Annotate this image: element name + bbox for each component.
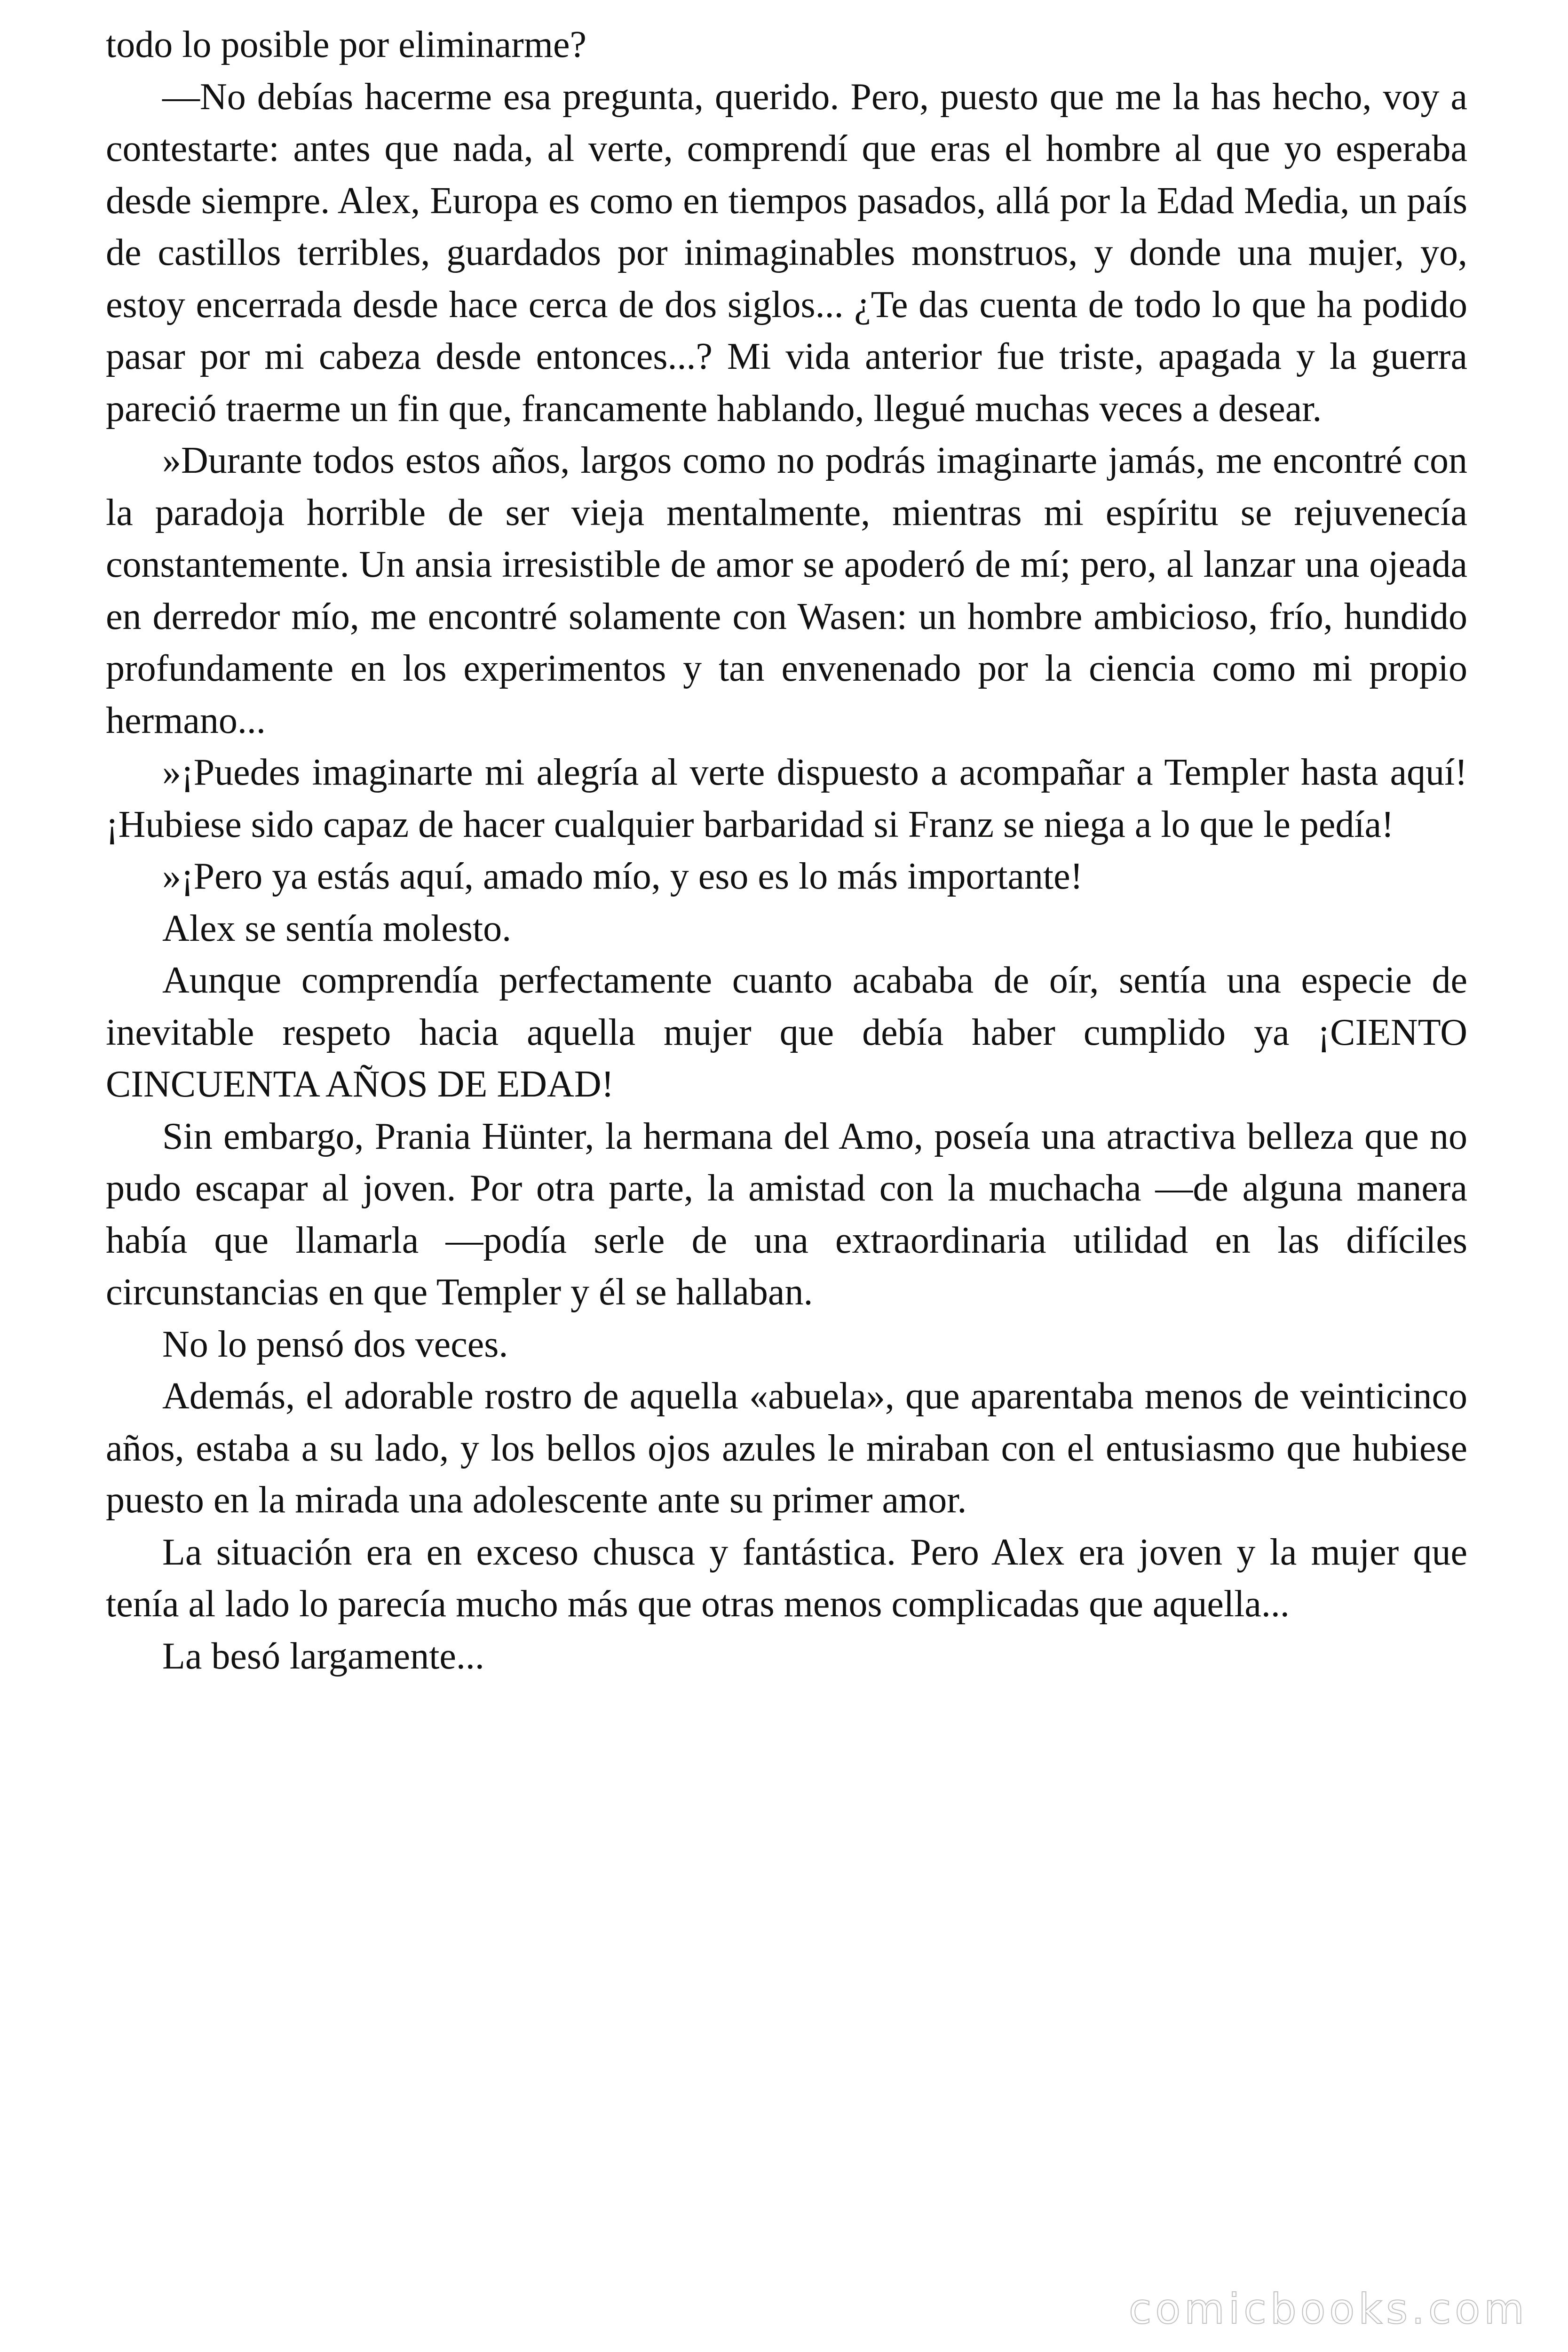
paragraph: La situación era en exceso chusca y fantástica. Pero Alex era joven y la mujer que tenía al lado lo parecía mucho más que otras menos complicadas que aquella... [106, 1531, 1467, 1625]
paragraph: todo lo posible por eliminarme? [106, 24, 586, 65]
paragraph: »Durante todos estos años, largos como no podrás imaginarte jamás, me encontré con la paradoja horrible de ser vieja mentalmente, mientras mi espíritu se rejuvenecía constantemente. Un ansia irresistible de amor se apoderó de mí; pero, al lanzar una ojeada en derredor mío, me encontré solamente con Wasen: un hombre ambicioso, frío, hundido profundamente en los experimentos y tan envenenado por la ciencia como mi propio hermano... [106, 440, 1467, 741]
paragraph: »¡Puedes imaginarte mi alegría al verte dispuesto a acompañar a Templer hasta aquí! ¡Hubiese sido capaz de hacer cualquier barbaridad si Franz se niega a lo que le pedía! [106, 752, 1467, 845]
paragraph: No lo pensó dos veces. [162, 1323, 508, 1365]
paragraph: Aunque comprendía perfectamente cuanto acababa de oír, sentía una especie de inevitable respeto hacia aquella mujer que debía haber cumplido ya ¡CIENTO CINCUENTA AÑOS DE EDAD! [106, 960, 1467, 1105]
watermark: comicbooks.com [1128, 2285, 1528, 2333]
paragraph: Alex se sentía molesto. [162, 907, 512, 949]
paragraph: La besó largamente... [162, 1635, 484, 1677]
paragraph: »¡Pero ya estás aquí, amado mío, y eso es lo más importante! [162, 856, 1083, 897]
paragraph: —No debías hacerme esa pregunta, querido. Pero, puesto que me la has hecho, voy a contestarte: antes que nada, al verte, comprendí que eras el hombre al que yo esperaba desde siempre. Alex, Europa es como en tiempos pasados, allá por la Edad Media, un país de castillos terribles, guardados por inimaginables monstruos, y donde una mujer, yo, estoy encerrada desde hace cerca de dos siglos... ¿Te das cuenta de todo lo que ha podido pasar por mi cabeza desde entonces...? Mi vida anterior fue triste, apagada y la guerra pareció traerme un fin que, francamente hablando, llegué muchas veces a desear. [106, 76, 1467, 429]
page-body-text [106, 19, 1467, 1682]
paragraph: Además, el adorable rostro de aquella «abuela», que aparentaba menos de veinticinco años, estaba a su lado, y los bellos ojos azules le miraban con el entusiasmo que hubiese puesto en la mirada una adolescente ante su primer amor. [106, 1375, 1467, 1521]
paragraph: Sin embargo, Prania Hünter, la hermana del Amo, poseía una atractiva belleza que no pudo escapar al joven. Por otra parte, la amistad con la muchacha —de alguna manera había que llamarla —podía serle de una extraordinaria utilidad en las difíciles circunstancias en que Templer y él se hallaban. [106, 1115, 1467, 1313]
